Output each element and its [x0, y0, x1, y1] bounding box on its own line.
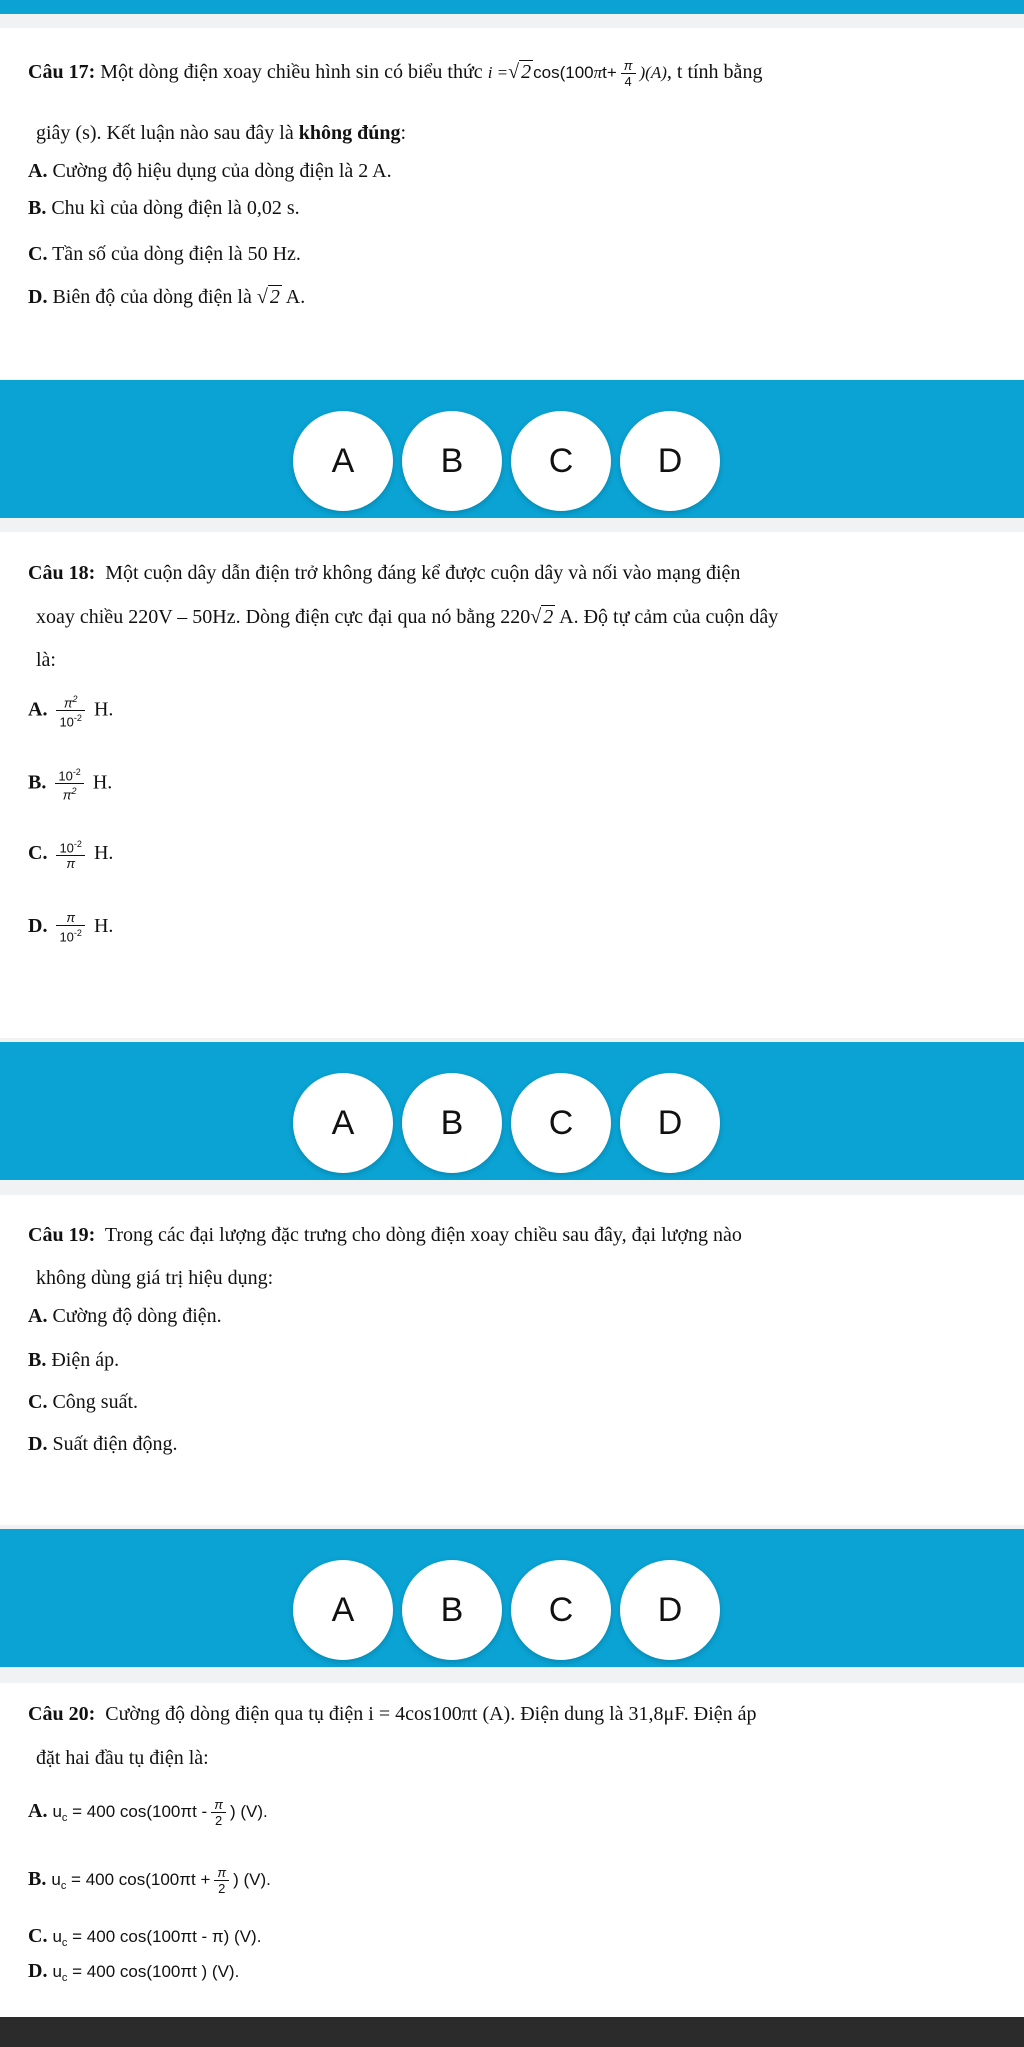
q19-answer-c-button[interactable]: C	[511, 1560, 611, 1660]
q18-answer-b-button[interactable]: B	[402, 1073, 502, 1173]
q17-label: Câu 17:	[28, 61, 96, 84]
question-17-card	[0, 28, 1024, 379]
q18-answer-a-button[interactable]: A	[293, 1073, 393, 1173]
q20-line2: đặt hai đầu tụ điện là:	[36, 1747, 209, 1769]
top-accent-bar	[0, 0, 1024, 14]
q17-option-a: A. Cường độ hiệu dụng của dòng điện là 2 A.	[28, 160, 392, 182]
q17-fraction: $\frac{\pi}{4}$	[621, 58, 636, 89]
q19-line2: không dùng giá trị hiệu dụng:	[36, 1267, 274, 1289]
question-19-card	[0, 1195, 1024, 1525]
q18-option-c: C. $\frac{10^{-2}}{\pi}$ H.	[28, 839, 114, 872]
question-20-card	[0, 1683, 1024, 2017]
q17-option-d: D. Biên độ của dòng điện là √ 2 A.	[28, 286, 306, 308]
q17-d-sqrt: √ 2	[256, 286, 280, 308]
q17-answer-b-button[interactable]: B	[402, 411, 502, 511]
q20-line1: Câu 20: Cường độ dòng điện qua tụ điện i = 4cos100πt (A). Điện dung là 31,8μF. Điện áp	[28, 1703, 757, 1725]
q18-answer-c-button[interactable]: C	[511, 1073, 611, 1173]
q18-option-b: B. $\frac{10^{-2}}{\pi^2}$ H.	[28, 767, 113, 803]
q18-line3: là:	[36, 649, 56, 671]
q20-option-b: B. $u_c = 400$ cos(100πt + $\frac{\pi}{2}$ ) (V).	[28, 1865, 271, 1896]
q19-answer-d-button[interactable]: D	[620, 1560, 720, 1660]
q18-option-d: D. $\frac{\pi}{10^{-2}}$ H.	[28, 910, 114, 945]
question-18-card	[0, 532, 1024, 1038]
q19-option-c: C. Công suất.	[28, 1391, 139, 1413]
q18-answer-d-button[interactable]: D	[620, 1073, 720, 1173]
answer-band-q17	[0, 380, 1024, 518]
q19-answer-a-button[interactable]: A	[293, 1560, 393, 1660]
q19-option-a: A. Cường độ dòng điện.	[28, 1305, 222, 1327]
q20-option-a: A. $u_c = 400$ cos(100πt - $\frac{\pi}{2}$ ) (V).	[28, 1797, 268, 1828]
q17-sqrt: √ 2	[508, 61, 532, 84]
q18-line1: Câu 18: Một cuộn dây dẫn điện trở không đáng kể được cuộn dây và nối vào mạng điện	[28, 562, 741, 584]
q20-option-c: C. $u_c = 400$ cos(100πt - π) (V).	[28, 1925, 262, 1949]
q17-option-b: B. Chu kì của dòng điện là 0,02 s.	[28, 197, 300, 219]
answer-band-q18	[0, 1042, 1024, 1180]
q17-option-c: C. Tần số của dòng điện là 50 Hz.	[28, 243, 301, 265]
q20-option-d: D. $u_c = 400$ cos(100πt ) (V).	[28, 1960, 240, 1984]
q18-sqrt: √ 2	[530, 606, 554, 628]
q19-line1: Câu 19: Trong các đại lượng đặc trưng cho dòng điện xoay chiều sau đây, đại lượng nào	[28, 1224, 742, 1246]
q19-option-b: B. Điện áp.	[28, 1349, 120, 1371]
q17-line2: giây (s). Kết luận nào sau đây là không đúng:	[36, 122, 407, 144]
answer-band-q19	[0, 1529, 1024, 1667]
q18-option-a: A. $\frac{\pi^2}{10^{-2}}$ H.	[28, 694, 114, 730]
q18-line2: xoay chiều 220V – 50Hz. Dòng điện cực đại qua nó bằng 220√ 2 A. Độ tự cảm của cuộn dây	[36, 606, 779, 628]
q17-line1: Câu 17: Một dòng điện xoay chiều hình sin có biểu thức i =√ 2 cos(100πt+ $\frac{\pi}{4}$ )(A), t tính bằng	[28, 58, 763, 89]
q19-answer-b-button[interactable]: B	[402, 1560, 502, 1660]
q17-answer-a-button[interactable]: A	[293, 411, 393, 511]
q17-answer-c-button[interactable]: C	[511, 411, 611, 511]
q19-option-d: D. Suất điện động.	[28, 1433, 178, 1455]
q17-answer-d-button[interactable]: D	[620, 411, 720, 511]
bottom-bar	[0, 2017, 1024, 2047]
